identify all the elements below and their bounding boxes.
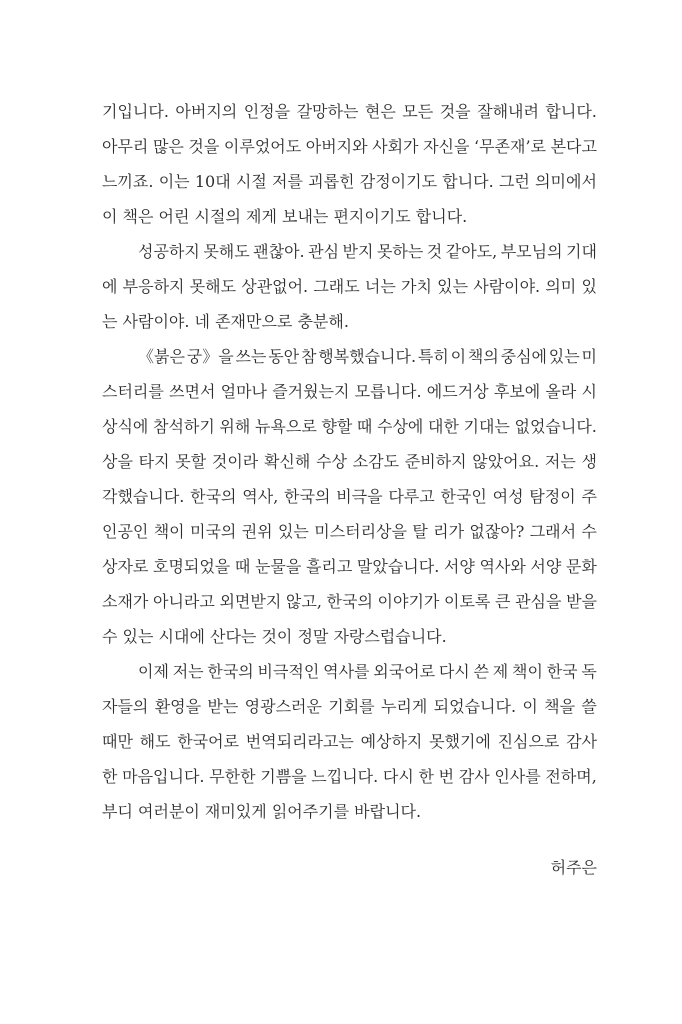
text-line [102,129,597,164]
text-word: 무한한 [209,767,256,786]
text-line [102,94,597,129]
text-word: 올라 [545,382,577,401]
text-word: 때 [234,557,251,576]
text-word: 전하며, [545,767,597,786]
text-word: 이는 [158,172,190,191]
text-word: 한국의 [284,487,331,506]
text-word: 이루었어도 [223,137,302,156]
text-word: 중심에 [500,347,547,366]
text-line [102,724,597,759]
text-word: 쓴 [473,662,489,681]
text-word: 기회를 [328,697,375,716]
text-word: 다시 [438,662,470,681]
text-word: 있는 [437,277,469,296]
text-word: 이 [450,347,467,366]
text-word: 예상하지 [360,732,423,751]
text-word: 너는 [364,277,396,296]
text-word: 대한 [427,417,459,436]
text-word: 못해도 [203,242,250,261]
text-word: 가치 [401,277,432,296]
text-word: 아버지의 [175,102,238,121]
text-word: 갈망하는 [296,102,359,121]
text-line: 이 책은 어린 시절의 제게 보내는 편지이기도 합니다. [102,207,468,226]
text-word: 외국어로 [373,662,436,681]
text-line [102,549,597,584]
text-word: 한국의 [326,592,373,611]
text-word: 특히 [417,347,449,366]
text-word: 《붉은 [138,347,185,366]
text-word: 역사, [242,487,279,506]
text-word: 아버지와 [305,137,368,156]
text-word: 궁》을 [186,347,234,366]
text-line [102,514,597,549]
text-word: 감사 [566,732,597,751]
text-line [102,339,597,374]
text-word: 에드거상 [426,382,489,401]
paragraph [102,654,597,829]
text-word: 인사를 [494,767,541,786]
text-word: 즐거웠는지 [272,382,350,401]
text-word: 되었습니다. [433,697,517,716]
text-word: 참석하기 [152,417,215,436]
text-word: 쓰면서 [169,382,216,401]
text-word: 동안 [268,347,300,366]
text-word: 미 [581,347,597,366]
text-word: 그래도 [313,277,360,296]
text-word: 사람이야. [473,277,541,296]
text-word: 못할 [175,452,207,471]
text-word: 기쁨을 [260,767,307,786]
text-word: 후보에 [493,382,541,401]
text-word: 본다고 [550,137,597,156]
text-line [102,269,597,304]
text-word: 수 [581,522,597,541]
text-word: 받는 [207,697,239,716]
text-word: 미국의 [189,522,237,541]
text-word: 책의 [467,347,499,366]
text-word: 부응하지 [122,277,185,296]
text-word: 모릅니다. [354,382,422,401]
text-word: 상식에 [102,417,149,436]
text-word: 있 [581,277,597,296]
text-word: 주 [581,487,597,506]
text-word: 이 [522,697,538,716]
text-word: 저를 [272,172,303,191]
text-line: 는 사람이야. 네 존재만으로 충분해. [102,312,349,331]
text-word: 준비하지 [404,452,467,471]
text-line [102,689,597,724]
text-word: 흘리고 [305,557,353,576]
text-word: 문화 [565,557,597,576]
text-word: 서양 [530,557,562,576]
text-word: 기입니다. [102,102,169,121]
text-word: 않았어요. [472,452,540,471]
text-word: 10대 [194,172,231,191]
text-line [102,444,597,479]
text-word: 한국 [546,662,578,681]
text-word: 없잖아? [469,522,525,541]
text-word: 행복했습니다. [318,347,417,366]
text-word: 저는 [172,662,204,681]
text-word: 이제 [138,662,169,681]
text-word: 모든 [402,102,434,121]
text-line [102,234,597,269]
text-word: 한국어로 [177,732,240,751]
text-word: 눈물을 [254,557,302,576]
text-word: 감사 [458,767,490,786]
text-word: 서양 [443,557,475,576]
text-word: 책을 [544,697,576,716]
text-word: 괴롭힌 [308,172,355,191]
text-word: 관심 [308,242,340,261]
text-line: 부디 여러분이 재미있게 읽어주기를 바랍니다. [102,802,422,821]
text-word: 관심을 [515,592,562,611]
text-word: 부모님의 [500,242,563,261]
text-line [102,479,597,514]
text-word: 책이 [512,662,543,681]
text-word: 인정을 [243,102,291,121]
text-word: 번 [438,767,455,786]
text-word: 탐정이 [529,487,576,506]
text-word: 참 [300,347,317,366]
text-word: 그런 [498,172,530,191]
text-line: 수 있는 시대에 산다는 것이 정말 자랑스럽습니다. [102,627,447,646]
text-word: 아니라고 [153,592,215,611]
text-word: 호명되었을 [152,557,231,576]
text-word: 책이 [153,522,185,541]
text-line [102,584,597,619]
text-word: 생 [581,452,597,471]
text-word: 때 [356,417,373,436]
text-word: 잘해내려 [477,102,539,121]
text-word: 위해 [219,417,251,436]
text-word: 마음입니다. [122,767,205,786]
text-word: 스터리를 [102,382,164,401]
text-word: 큰 [494,592,511,611]
text-word: 기대 [566,242,597,261]
text-word: 성공하지 [138,242,200,261]
text-word: 비극을 [336,487,383,506]
text-word: 탈 [412,522,428,541]
text-word: 있는 [548,347,580,366]
text-word: 제 [492,662,509,681]
text-word: 미스터리상을 [314,522,407,541]
text-word: 느낍니다. [311,767,379,786]
text-word: 못하는 [376,242,424,261]
text-word: 한 [102,767,118,786]
paragraph [102,234,597,339]
text-word: 한국의 [190,487,237,506]
text-word: 기대는 [463,417,510,436]
text-line [102,409,597,444]
text-word: 것을 [188,137,220,156]
text-line [102,374,597,409]
text-word: 누리게 [380,697,428,716]
text-word: 현은 [364,102,396,121]
text-word: 않고, [285,592,322,611]
text-word: 이야기가 [377,592,440,611]
text-word: 의미 [545,277,577,296]
text-line [102,654,597,689]
text-word: 타지 [138,452,170,471]
text-word: 감정이기도 [359,172,438,191]
text-word: 것 [426,242,443,261]
text-word: 소재가 [102,592,149,611]
text-word: 느끼죠. [102,172,154,191]
text-word: 상자로 [102,557,149,576]
text-word: 번역되리라고는 [245,732,354,751]
text-word: 다시 [382,767,414,786]
text-word: 수상에 [377,417,424,436]
text-word: 받지 [342,242,374,261]
text-line [102,164,597,199]
text-word: 이토록 [443,592,491,611]
paragraph [102,339,597,654]
text-word: 한국인 [440,487,487,506]
text-word: 비극적인 [257,662,320,681]
text-word: 진심으로 [497,732,560,751]
text-word: 말았습니다. [356,557,440,576]
text-word: 역사를 [323,662,370,681]
text-word: 얼마나 [220,382,267,401]
text-word: 뉴욕으로 [254,417,317,436]
text-word: 합니다. [545,102,597,121]
text-word: 아무리 [102,137,149,156]
text-word: 권위 [241,522,273,541]
author-signature: 허주은 [550,858,597,877]
text-line [102,759,597,794]
text-word: 리가 [433,522,465,541]
paragraph [102,94,597,234]
text-word: 인공인 [102,522,149,541]
text-word: 쓰는 [235,347,267,366]
text-word: 상관없어. [241,277,309,296]
text-word: 수상 [316,452,347,471]
text-word: 사회가 [372,137,419,156]
text-word: 자들의 [102,697,149,716]
text-word: 못했기에 [429,732,491,751]
text-word: 받을 [566,592,597,611]
text-word: 외면받지 [219,592,282,611]
text-word: 많은 [152,137,184,156]
text-word: 저는 [544,452,576,471]
text-word: 역사와 [479,557,526,576]
text-word: 자신을 [423,137,470,156]
text-word: 에 [102,277,118,296]
text-word: 소감도 [352,452,400,471]
text-word: 한국의 [207,662,254,681]
text-word: 못해도 [189,277,237,296]
text-word: 것을 [439,102,471,121]
text-word: 시절 [235,172,267,191]
text-word: 여성 [492,487,524,506]
text-word: 환영을 [154,697,202,716]
text-word: 괜찮아. [253,242,305,261]
text-word: 향할 [321,417,353,436]
text-word: 시 [581,382,597,401]
text-word: 같아도, [445,242,498,261]
text-word: 해도 [139,732,171,751]
text-word: 한 [418,767,434,786]
text-word: 없었습니다. [514,417,597,436]
text-word: 각했습니다. [102,487,185,506]
text-word: 독 [581,662,597,681]
text-word: 다루고 [388,487,435,506]
text-block [102,94,597,885]
text-word: 확신해 [263,452,311,471]
text-word: 영광스러운 [244,697,322,716]
text-word: ‘무존재’로 [474,137,547,156]
text-word: 때만 [102,732,133,751]
text-word: 의미에서 [535,172,597,191]
text-word: 있는 [277,522,309,541]
text-word: 그래서 [529,522,577,541]
text-word: 쓸 [581,697,597,716]
text-word: 것이라 [211,452,259,471]
text-word: 상을 [102,452,133,471]
text-word: 합니다. [442,172,494,191]
